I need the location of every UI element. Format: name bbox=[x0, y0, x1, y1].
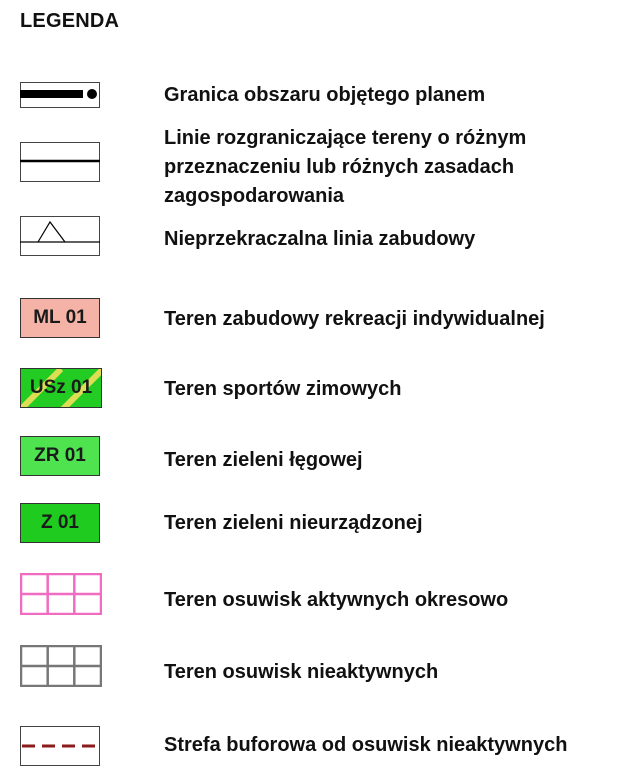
zr-code-box bbox=[20, 436, 100, 476]
ml-code-box bbox=[20, 298, 100, 338]
plan-boundary-symbol bbox=[20, 82, 100, 108]
dividing-lines-label-line-3: zagospodarowania bbox=[164, 185, 345, 207]
landslide-inactive-label: Teren osuwisk nieaktywnych bbox=[164, 661, 439, 683]
zr-code: ZR 01 bbox=[34, 445, 86, 466]
landslide-active-label: Teren osuwisk aktywnych okresowo bbox=[164, 589, 509, 611]
dividing-lines-symbol bbox=[20, 142, 100, 182]
building-line-label: Nieprzekraczalna linia zabudowy bbox=[164, 228, 476, 250]
landslide-active-grid-symbol bbox=[20, 573, 102, 615]
ml-label: Teren zabudowy rekreacji indywidualnej bbox=[164, 308, 545, 330]
legend-title: LEGENDA bbox=[20, 10, 120, 32]
usz-code-box bbox=[20, 368, 102, 408]
plan-boundary-label: Granica obszaru objętego planem bbox=[164, 84, 486, 106]
dividing-lines-label-line-1: Linie rozgraniczające tereny o różnym bbox=[164, 127, 527, 149]
usz-code: USz 01 bbox=[29, 377, 93, 398]
ml-code: ML 01 bbox=[33, 307, 87, 328]
landslide-inactive-grid-symbol bbox=[20, 645, 102, 687]
zr-label: Teren zieleni łęgowej bbox=[164, 449, 363, 471]
z-code: Z 01 bbox=[40, 512, 80, 533]
z-code-box bbox=[20, 503, 100, 543]
z-label: Teren zieleni nieurządzonej bbox=[164, 512, 423, 534]
buffer-zone-label: Strefa buforowa od osuwisk nieaktywnych bbox=[164, 734, 568, 756]
dividing-lines-label-line-2: przeznaczeniu lub różnych zasadach bbox=[164, 156, 515, 178]
buffer-zone-symbol bbox=[20, 726, 100, 766]
building-line-symbol bbox=[20, 216, 100, 256]
usz-label: Teren sportów zimowych bbox=[164, 378, 402, 400]
